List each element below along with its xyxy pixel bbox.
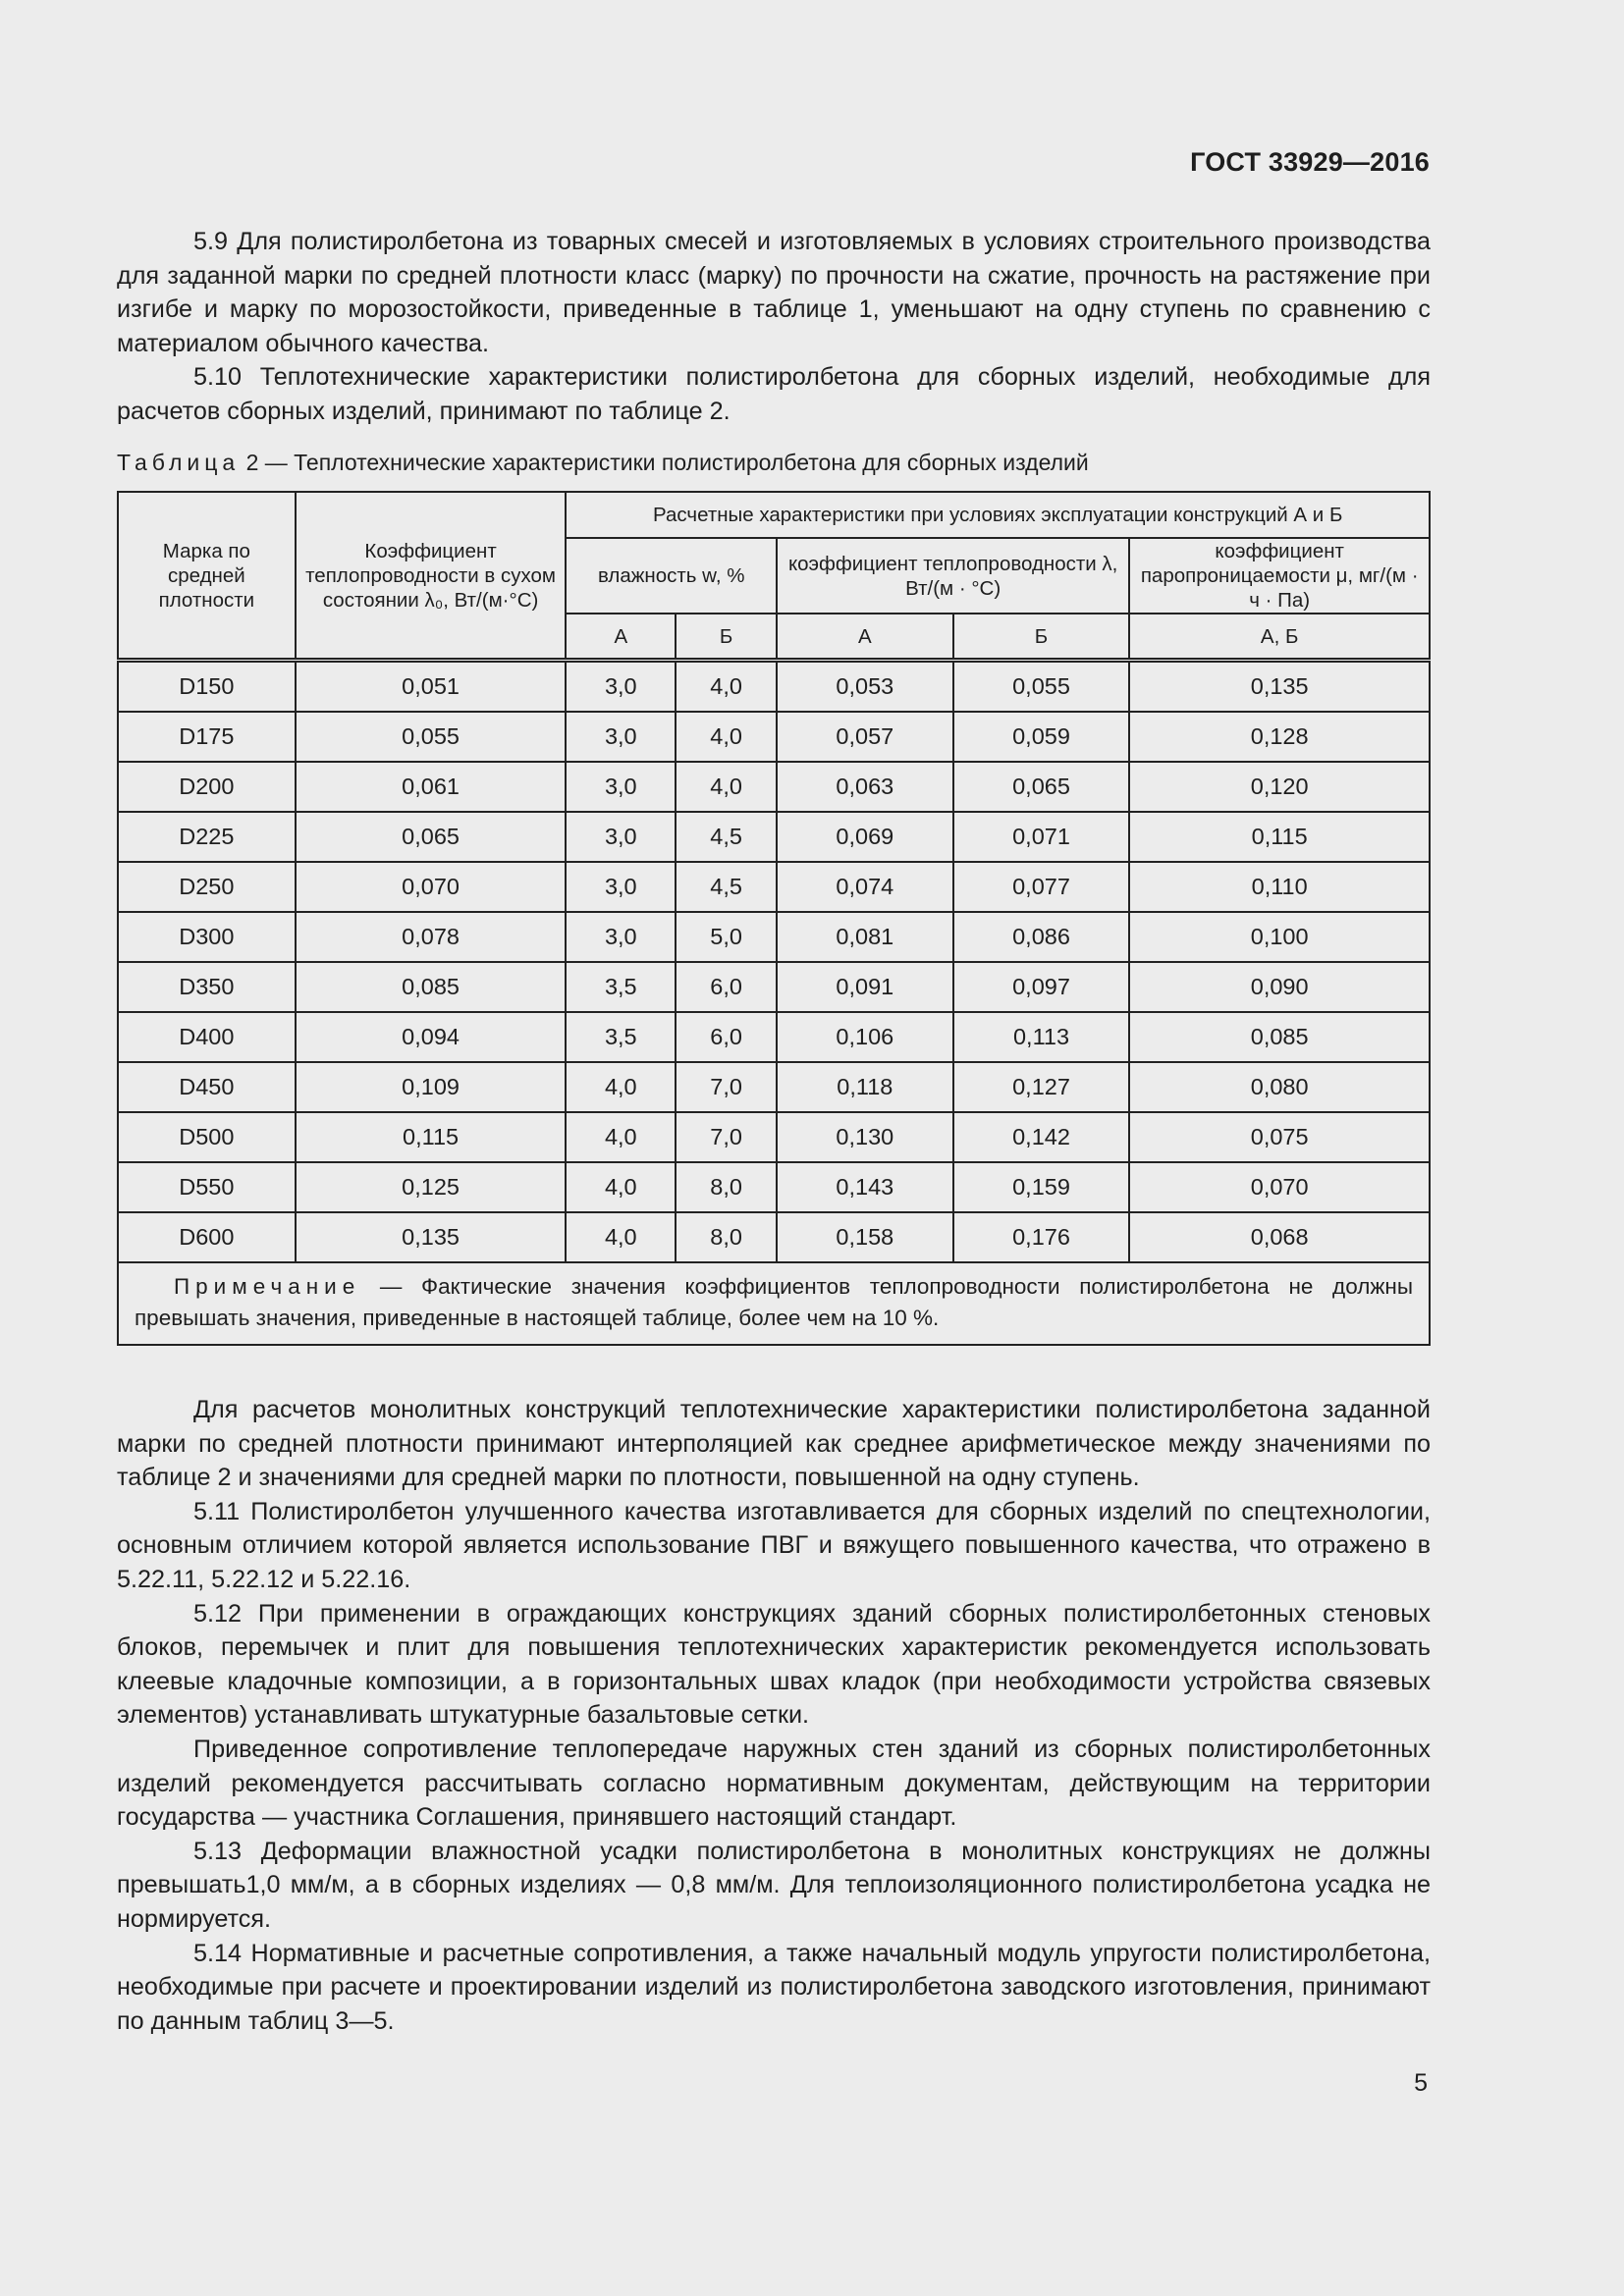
cell-vapor: 0,135	[1129, 661, 1430, 713]
cell-mark: D175	[118, 712, 296, 762]
cell-humidity-b: 7,0	[676, 1112, 777, 1162]
paragraph-5-13: 5.13 Деформации влажностной усадки полистиролбетона в монолитных конструкциях не должны превышать1,0 мм/м, а в сборных изделиях — 0,8 мм/м. Для теплоизоляционного полистиролбетона усадка не нормируется.	[117, 1837, 1431, 1933]
cell-humidity-b: 8,0	[676, 1212, 777, 1262]
cell-conductivity-a: 0,074	[777, 862, 953, 912]
cell-humidity-b: 8,0	[676, 1162, 777, 1212]
cell-lambda0: 0,051	[296, 661, 567, 713]
cell-humidity-a: 3,0	[566, 862, 676, 912]
cell-conductivity-b: 0,127	[953, 1062, 1130, 1112]
cell-humidity-b: 4,5	[676, 812, 777, 862]
table-row	[118, 661, 1430, 713]
cell-lambda0: 0,061	[296, 762, 567, 812]
cell-conductivity-b: 0,071	[953, 812, 1130, 862]
cell-mark: D500	[118, 1112, 296, 1162]
cell-humidity-a: 3,0	[566, 661, 676, 713]
cell-conductivity-b: 0,159	[953, 1162, 1130, 1212]
cell-vapor: 0,085	[1129, 1012, 1430, 1062]
table-row	[118, 712, 1430, 762]
cell-conductivity-b: 0,065	[953, 762, 1130, 812]
header-humidity-a: А	[566, 614, 676, 661]
table-caption-label: Таблица	[117, 450, 241, 475]
cell-mark: D225	[118, 812, 296, 862]
cell-vapor: 0,090	[1129, 962, 1430, 1012]
cell-humidity-a: 4,0	[566, 1062, 676, 1112]
cell-conductivity-b: 0,086	[953, 912, 1130, 962]
cell-mark: D450	[118, 1062, 296, 1112]
cell-vapor: 0,075	[1129, 1112, 1430, 1162]
table-row	[118, 812, 1430, 862]
cell-humidity-a: 4,0	[566, 1162, 676, 1212]
cell-humidity-b: 5,0	[676, 912, 777, 962]
cell-humidity-b: 4,0	[676, 712, 777, 762]
cell-conductivity-b: 0,059	[953, 712, 1130, 762]
note-text: — Фактические значения коэффициентов теплопроводности полистиролбетона не должны превышать значения, приведенные в настоящей таблице, более чем на 10 %.	[135, 1274, 1413, 1330]
cell-vapor: 0,070	[1129, 1162, 1430, 1212]
table-row	[118, 1012, 1430, 1062]
cell-conductivity-a: 0,057	[777, 712, 953, 762]
cell-conductivity-b: 0,055	[953, 661, 1130, 713]
cell-humidity-b: 6,0	[676, 1012, 777, 1062]
cell-lambda0: 0,078	[296, 912, 567, 962]
cell-lambda0: 0,055	[296, 712, 567, 762]
cell-humidity-a: 3,5	[566, 1012, 676, 1062]
cell-humidity-a: 3,0	[566, 762, 676, 812]
header-vapor-ab: А, Б	[1129, 614, 1430, 661]
cell-lambda0: 0,065	[296, 812, 567, 862]
cell-humidity-a: 3,0	[566, 712, 676, 762]
cell-humidity-b: 4,0	[676, 661, 777, 713]
paragraph-resistance: Приведенное сопротивление теплопередаче наружных стен зданий из сборных полистиролбетонных изделий рекомендуется рассчитывать согласно нормативным документам, действующим на территории государства — участника Соглашения, принявшего настоящий стандарт.	[117, 1735, 1431, 1832]
cell-conductivity-a: 0,130	[777, 1112, 953, 1162]
intro-text	[117, 225, 1431, 429]
table-row	[118, 1162, 1430, 1212]
header-humidity-b: Б	[676, 614, 777, 661]
cell-lambda0: 0,125	[296, 1162, 567, 1212]
paragraph-5-11: 5.11 Полистиролбетон улучшенного качества изготавливается для сборных изделий по спецтехнологии, основным отличием которой является использование ПВГ и вяжущего повышенного качества, что отражено в 5.22.11, 5.22.12 и 5.22.16.	[117, 1497, 1431, 1593]
header-conductivity: коэффициент теплопроводности λ, Вт/(м · °С)	[777, 538, 1129, 614]
page-number: 5	[1414, 2069, 1428, 2097]
cell-vapor: 0,120	[1129, 762, 1430, 812]
paragraph-5-12: 5.12 При применении в ограждающих конструкциях зданий сборных полистиролбетонных стеновых блоков, перемычек и плит для повышения теплотехнических характеристик рекомендуется использовать клеевые кладочные композиции, а в горизонтальных швах кладок (при необходимости устройства связевых элементов) устанавливать штукатурные базальтовые сетки.	[117, 1599, 1431, 1730]
cell-mark: D350	[118, 962, 296, 1012]
cell-conductivity-a: 0,106	[777, 1012, 953, 1062]
cell-mark: D400	[118, 1012, 296, 1062]
cell-mark: D200	[118, 762, 296, 812]
cell-humidity-a: 3,0	[566, 812, 676, 862]
header-vapor-permeability: коэффициент паропроницаемости μ, мг/(м · ч · Па)	[1129, 538, 1430, 614]
cell-vapor: 0,100	[1129, 912, 1430, 962]
cell-vapor: 0,080	[1129, 1062, 1430, 1112]
paragraph-5-9: 5.9 Для полистиролбетона из товарных смесей и изготовляемых в условиях строительного производства для заданной марки по средней плотности класс (марку) по прочности на сжатие, прочность на растяжение при изгибе и марку по морозостойкости, приведенные в таблице 1, уменьшают на одну ступень по сравнению с материалом обычного качества.	[117, 228, 1431, 357]
cell-conductivity-b: 0,142	[953, 1112, 1130, 1162]
cell-mark: D600	[118, 1212, 296, 1262]
header-lambda0: Коэффициент теплопроводности в сухом состоянии λ₀, Вт/(м·°С)	[296, 492, 567, 661]
body-text	[117, 1393, 1431, 2038]
cell-conductivity-a: 0,118	[777, 1062, 953, 1112]
table-row	[118, 912, 1430, 962]
cell-conductivity-a: 0,069	[777, 812, 953, 862]
thermal-characteristics-table	[117, 491, 1431, 1346]
cell-lambda0: 0,094	[296, 1012, 567, 1062]
cell-lambda0: 0,085	[296, 962, 567, 1012]
standard-code-header: ГОСТ 33929—2016	[1190, 147, 1430, 177]
cell-lambda0: 0,115	[296, 1112, 567, 1162]
header-mark: Марка по средней плотности	[118, 492, 296, 661]
cell-conductivity-b: 0,077	[953, 862, 1130, 912]
cell-lambda0: 0,070	[296, 862, 567, 912]
cell-mark: D300	[118, 912, 296, 962]
cell-conductivity-b: 0,113	[953, 1012, 1130, 1062]
table-row	[118, 1062, 1430, 1112]
table-caption	[117, 448, 1089, 477]
cell-mark: D250	[118, 862, 296, 912]
table-row	[118, 962, 1430, 1012]
cell-humidity-a: 3,0	[566, 912, 676, 962]
header-operating-conditions: Расчетные характеристики при условиях эксплуатации конструкций А и Б	[566, 492, 1430, 538]
cell-conductivity-a: 0,158	[777, 1212, 953, 1262]
cell-mark: D150	[118, 661, 296, 713]
cell-humidity-b: 4,0	[676, 762, 777, 812]
cell-conductivity-a: 0,091	[777, 962, 953, 1012]
header-conductivity-b: Б	[953, 614, 1130, 661]
cell-vapor: 0,068	[1129, 1212, 1430, 1262]
cell-vapor: 0,110	[1129, 862, 1430, 912]
cell-humidity-a: 4,0	[566, 1212, 676, 1262]
cell-humidity-a: 3,5	[566, 962, 676, 1012]
paragraph-5-14: 5.14 Нормативные и расчетные сопротивления, а также начальный модуль упругости полистиролбетона, необходимые при расчете и проектировании изделий из полистиролбетона заводского изготовления, принимают по данным таблиц 3—5.	[117, 1939, 1431, 2035]
paragraph-interpolation: Для расчетов монолитных конструкций теплотехнические характеристики полистиролбетона заданной марки по средней плотности принимают интерполяцией как среднее арифметическое между значениями по таблице 2 и значениями для средней марки по плотности, повышенной на одну ступень.	[117, 1396, 1431, 1492]
cell-conductivity-a: 0,143	[777, 1162, 953, 1212]
table-body	[118, 661, 1430, 1263]
cell-conductivity-b: 0,176	[953, 1212, 1130, 1262]
table-caption-text: 2 — Теплотехнические характеристики полистиролбетона для сборных изделий	[245, 450, 1089, 475]
cell-humidity-b: 7,0	[676, 1062, 777, 1112]
cell-lambda0: 0,109	[296, 1062, 567, 1112]
paragraph-5-10: 5.10 Теплотехнические характеристики полистиролбетона для сборных изделий, необходимые для расчетов сборных изделий, принимают по таблице 2.	[117, 363, 1431, 425]
table-row	[118, 762, 1430, 812]
note-label: Примечание	[174, 1274, 361, 1299]
cell-lambda0: 0,135	[296, 1212, 567, 1262]
header-humidity: влажность w, %	[566, 538, 777, 614]
cell-conductivity-a: 0,063	[777, 762, 953, 812]
cell-humidity-b: 4,5	[676, 862, 777, 912]
cell-mark: D550	[118, 1162, 296, 1212]
table-note	[118, 1262, 1430, 1345]
cell-humidity-b: 6,0	[676, 962, 777, 1012]
cell-vapor: 0,128	[1129, 712, 1430, 762]
cell-humidity-a: 4,0	[566, 1112, 676, 1162]
cell-conductivity-a: 0,081	[777, 912, 953, 962]
header-conductivity-a: А	[777, 614, 953, 661]
table-row	[118, 1112, 1430, 1162]
cell-vapor: 0,115	[1129, 812, 1430, 862]
table-row	[118, 862, 1430, 912]
cell-conductivity-b: 0,097	[953, 962, 1130, 1012]
cell-conductivity-a: 0,053	[777, 661, 953, 713]
table-row	[118, 1212, 1430, 1262]
